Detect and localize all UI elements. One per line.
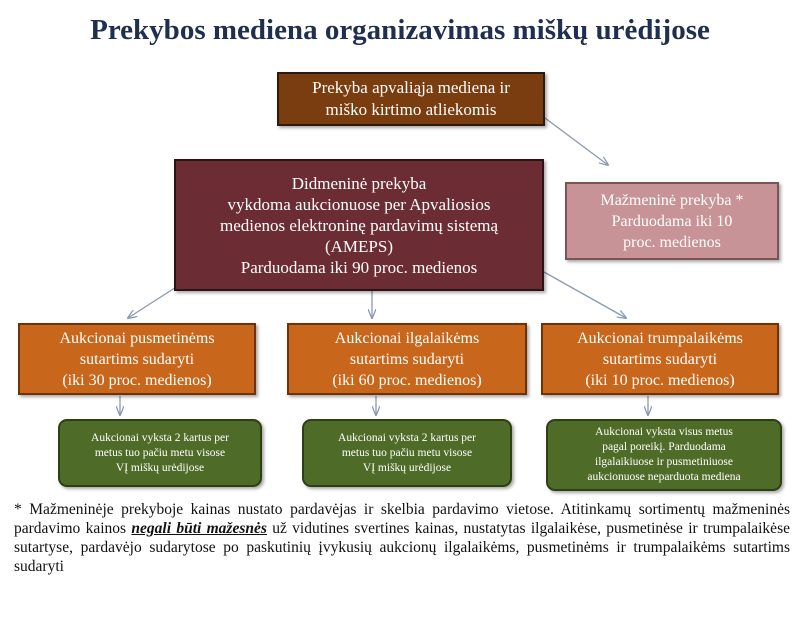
- box-line: Aukcionai pusmetinėms: [59, 329, 215, 347]
- retail-trade-box: [565, 182, 779, 260]
- box-line: ilgalaikiuose ir pusmetiniuose: [595, 456, 733, 468]
- box-line: medienos elektroninę pardavimų sistemą: [219, 215, 499, 235]
- box-line: miško kirtimo atliekomis: [325, 100, 497, 119]
- box-line: proc. medienos: [623, 233, 721, 251]
- box-line: Didmeninė prekyba: [291, 173, 427, 193]
- arrow-wholesale-to-auction-3: [544, 272, 626, 318]
- box-line: (AMEPS): [324, 236, 393, 256]
- box-line: (iki 10 proc. medienos): [585, 371, 735, 389]
- box-line: vykdoma aukcionuose per Apvaliosios: [227, 194, 491, 214]
- box-line: pagal poreikį. Parduodama: [602, 441, 726, 453]
- footnote-text-after: už vidutines svertines kainas, nustatytas ilgalaikėse, pusmetinėse ir trumpalaikėse sutartyse, pardavėjo sudarytose po paskutinių įvykusių aukcionų ilgalaikėms, pusmetinėms ir trumpalaikėms sutartims sudaryti: [14, 520, 790, 575]
- page-title: Prekybos mediena organizavimas miškų urėdijose: [90, 14, 710, 46]
- box-line: sutartims sudaryti: [79, 350, 195, 368]
- box-line: Aukcionai vyksta 2 kartus per: [338, 431, 476, 444]
- auction-longterm-box: [287, 323, 527, 395]
- arrow-top-to-retail: [545, 118, 608, 165]
- note-semiannual-box: [58, 419, 262, 487]
- box-line: Aukcionai trumpalaikėms: [577, 329, 743, 347]
- note-longterm-box: [302, 419, 512, 487]
- round-timber-trade-box: [277, 72, 545, 126]
- box-line: VĮ miškų urėdijose: [115, 461, 205, 474]
- box-line: sutartims sudaryti: [602, 350, 718, 368]
- box-line: Aukcionai vyksta 2 kartus per: [91, 431, 229, 444]
- box-line: Aukcionai ilgalaikėms: [334, 329, 480, 347]
- box-line: (iki 30 proc. medienos): [62, 371, 212, 389]
- box-line: sutartims sudaryti: [349, 350, 465, 368]
- box-line: metus tuo pačiu metu visose: [94, 446, 226, 459]
- box-line: VĮ miškų urėdijose: [362, 461, 452, 474]
- box-line: metus tuo pačiu metu visose: [341, 446, 473, 459]
- box-line: aukcionuose neparduota mediena: [587, 471, 741, 483]
- footnote-emphasis: negali būti mažesnės: [131, 520, 267, 537]
- box-line: Mažmeninė prekyba *: [600, 191, 744, 209]
- auction-semiannual-box: [18, 323, 256, 395]
- auction-shortterm-box: [541, 323, 779, 395]
- box-line: Aukcionai vyksta visus metus: [595, 426, 733, 438]
- box-line: Prekyba apvaliąja mediena ir: [312, 78, 510, 97]
- box-line: Parduodama iki 90 proc. medienos: [240, 257, 478, 277]
- footnote-text-before: * Mažmeninėje prekyboje kainas nustato pardavėjas ir skelbia pardavimo vietose. Atitinkamų sortimentų mažmeninės pardavimo kainos: [14, 501, 790, 537]
- footnote: [14, 500, 790, 576]
- note-shortterm-box: [546, 419, 782, 491]
- box-line: Parduodama iki 10: [611, 212, 733, 230]
- wholesale-trade-box: [174, 159, 544, 291]
- box-line: (iki 60 proc. medienos): [332, 371, 482, 389]
